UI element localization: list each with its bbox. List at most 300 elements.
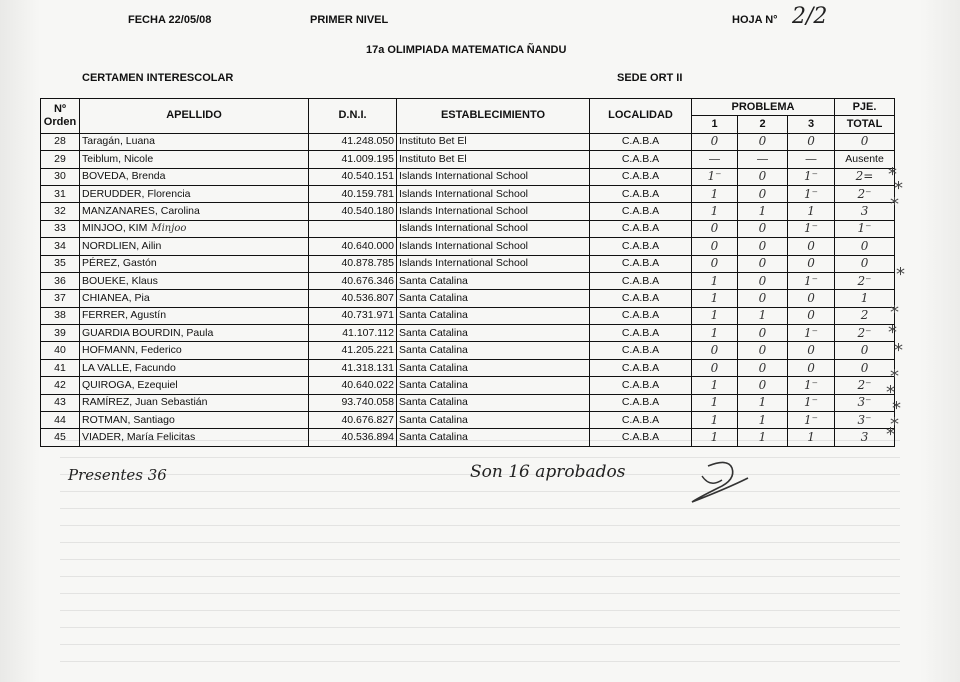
row-problema-1: [692, 185, 738, 202]
col-orden: Nº Orden: [41, 99, 80, 134]
row-localidad-text: C.A.B.A: [621, 205, 660, 218]
row-orden: [41, 429, 80, 446]
row-establecimiento-text: Islands International School: [399, 239, 528, 252]
row-dni: [309, 412, 397, 429]
row-orden-text: 40: [54, 344, 66, 357]
row-problema-1: [692, 342, 738, 359]
row-problema-2: [738, 220, 788, 237]
row-total: [835, 255, 895, 272]
row-localidad: [590, 238, 692, 255]
row-total-text: 0: [860, 238, 869, 253]
row-total-text: 2=: [855, 169, 874, 184]
row-establecimiento-text: Islands International School: [399, 205, 528, 218]
row-apellido-text: BOVEDA, Brenda: [82, 170, 166, 183]
row-dni: [309, 429, 397, 446]
table-row: [41, 203, 895, 220]
row-apellido-text: ROTMAN, Santiago: [82, 413, 175, 426]
row-total-text: 2: [860, 308, 869, 323]
row-problema-2-text: 0: [758, 377, 767, 392]
row-dni-text: 40.640.000: [341, 239, 394, 252]
row-problema-1-text: 0: [710, 238, 719, 253]
approved-count-note: Son 16 aprobados: [470, 462, 626, 482]
row-problema-1: [692, 377, 738, 394]
row-establecimiento-text: Santa Catalina: [399, 291, 468, 304]
row-problema-1: [692, 290, 738, 307]
row-problema-1: [692, 272, 738, 289]
row-establecimiento: [397, 307, 590, 324]
row-problema-3-text: 1⁻: [804, 273, 818, 288]
row-orden: [41, 168, 80, 185]
row-total-text: 1⁻: [857, 221, 872, 236]
row-problema-3: [788, 429, 835, 446]
row-dni-text: 40.640.022: [341, 378, 394, 391]
row-problema-3: [788, 255, 835, 272]
row-localidad-text: C.A.B.A: [621, 152, 660, 165]
row-problema-1-text: 1: [710, 395, 719, 410]
row-apellido-text: QUIROGA, Ezequiel: [82, 378, 178, 391]
star-mark: *: [888, 322, 897, 343]
row-problema-1-text: 1: [710, 377, 719, 392]
row-establecimiento-text: Instituto Bet El: [399, 135, 467, 148]
row-apellido-text: RAMÍREZ, Juan Sebastián: [82, 396, 208, 409]
row-localidad: [590, 168, 692, 185]
date-label: FECHA 22/05/08: [128, 14, 212, 26]
row-total: [835, 342, 895, 359]
row-total: [835, 290, 895, 307]
row-problema-1-text: 1: [710, 430, 719, 445]
row-localidad: [590, 203, 692, 220]
row-establecimiento-text: Islands International School: [399, 187, 528, 200]
row-establecimiento: [397, 238, 590, 255]
row-problema-3-text: 1⁻: [804, 186, 818, 201]
row-problema-2: [738, 255, 788, 272]
row-problema-2: [738, 151, 788, 168]
row-orden: [41, 151, 80, 168]
row-dni: [309, 151, 397, 168]
row-apellido: [80, 238, 309, 255]
table-row: [41, 359, 895, 376]
row-problema-2: [738, 342, 788, 359]
row-orden: [41, 412, 80, 429]
row-total-text: 0: [860, 256, 869, 271]
row-dni-text: 40.536.894: [341, 431, 394, 444]
table-row: [41, 394, 895, 411]
table-row: [41, 255, 895, 272]
row-localidad-text: C.A.B.A: [621, 257, 660, 270]
row-problema-3: [788, 185, 835, 202]
row-orden-text: 42: [54, 378, 66, 391]
row-problema-2-text: 1: [758, 308, 767, 323]
row-problema-1: [692, 220, 738, 237]
row-apellido-text: MINJOO, KIM: [82, 222, 148, 235]
row-orden-text: 34: [54, 239, 66, 252]
table-row: [41, 272, 895, 289]
row-problema-1-text: 1: [710, 186, 719, 201]
contest-label: CERTAMEN INTERESCOLAR: [82, 72, 234, 84]
row-problema-3-text: 1: [807, 430, 815, 445]
row-orden-text: 41: [54, 361, 66, 374]
row-problema-2-text: —: [756, 151, 769, 166]
row-orden-text: 44: [54, 413, 66, 426]
row-dni-text: 41.009.195: [341, 152, 394, 165]
row-problema-3: [788, 307, 835, 324]
row-problema-1: [692, 359, 738, 376]
row-problema-2: [738, 238, 788, 255]
row-establecimiento: [397, 377, 590, 394]
row-problema-1: [692, 325, 738, 342]
row-problema-3: [788, 168, 835, 185]
row-apellido-text: Taragán, Luana: [82, 135, 155, 148]
col-problema-1: 1: [692, 116, 738, 133]
row-problema-3: [788, 220, 835, 237]
row-orden-text: 43: [54, 396, 66, 409]
row-establecimiento-text: Santa Catalina: [399, 396, 468, 409]
row-dni-text: 40.540.180: [341, 205, 394, 218]
table-body: [41, 133, 895, 446]
row-apellido: [80, 290, 309, 307]
row-dni: [309, 307, 397, 324]
table-row: [41, 412, 895, 429]
row-dni: [309, 342, 397, 359]
row-localidad-text: C.A.B.A: [621, 309, 660, 322]
row-establecimiento: [397, 325, 590, 342]
row-establecimiento-text: Islands International School: [399, 257, 528, 270]
table-row: [41, 377, 895, 394]
row-total-text: 3⁻: [857, 412, 872, 427]
row-orden-text: 36: [54, 274, 66, 287]
table-row: [41, 307, 895, 324]
row-problema-2: [738, 359, 788, 376]
row-orden: [41, 220, 80, 237]
row-problema-3-text: 1⁻: [804, 395, 818, 410]
row-localidad: [590, 325, 692, 342]
row-localidad: [590, 359, 692, 376]
row-localidad-text: C.A.B.A: [621, 431, 660, 444]
row-dni-text: 40.536.807: [341, 291, 394, 304]
row-localidad: [590, 255, 692, 272]
row-apellido-text: HOFMANN, Federico: [82, 344, 182, 357]
row-apellido-text: GUARDIA BOURDIN, Paula: [82, 326, 214, 339]
row-orden: [41, 238, 80, 255]
table-row: [41, 429, 895, 446]
row-problema-1: [692, 429, 738, 446]
row-total: [835, 272, 895, 289]
row-problema-2-text: 1: [758, 395, 767, 410]
row-orden-text: 32: [54, 205, 66, 218]
row-establecimiento-text: Santa Catalina: [399, 326, 468, 339]
row-problema-1: [692, 151, 738, 168]
row-dni-text: 41.318.131: [341, 361, 394, 374]
row-dni: [309, 255, 397, 272]
row-problema-2: [738, 272, 788, 289]
row-problema-2-text: 0: [758, 343, 767, 358]
row-problema-1-text: 1⁻: [707, 169, 722, 184]
row-localidad-text: C.A.B.A: [621, 378, 660, 391]
row-problema-3-text: —: [805, 151, 818, 166]
row-apellido: [80, 429, 309, 446]
row-localidad: [590, 220, 692, 237]
col-establecimiento: ESTABLECIMIENTO: [397, 99, 590, 134]
row-problema-2-text: 0: [758, 325, 767, 340]
row-problema-1-text: 0: [710, 256, 719, 271]
row-total: [835, 133, 895, 150]
row-problema-2: [738, 185, 788, 202]
row-apellido: [80, 220, 309, 237]
row-total-text: 3⁻: [857, 395, 872, 410]
row-total: [835, 203, 895, 220]
row-apellido-text: FERRER, Agustín: [82, 309, 167, 322]
row-problema-3: [788, 342, 835, 359]
row-problema-2-text: 1: [758, 204, 767, 219]
row-dni: [309, 272, 397, 289]
row-problema-1: [692, 133, 738, 150]
results-table: [40, 98, 895, 447]
row-localidad-text: C.A.B.A: [621, 361, 660, 374]
document-title: 17a OLIMPIADA MATEMATICA ÑANDU: [366, 44, 567, 56]
row-dni: [309, 394, 397, 411]
row-problema-2-text: 0: [758, 273, 767, 288]
row-problema-1-text: 1: [710, 412, 719, 427]
level-label: PRIMER NIVEL: [310, 14, 389, 26]
row-problema-2-text: 0: [758, 256, 767, 271]
row-apellido: [80, 255, 309, 272]
row-establecimiento: [397, 185, 590, 202]
row-problema-3: [788, 238, 835, 255]
col-apellido: APELLIDO: [80, 99, 309, 134]
row-orden-text: 31: [54, 187, 66, 200]
row-dni: [309, 220, 397, 237]
row-total: [835, 359, 895, 376]
row-problema-3: [788, 272, 835, 289]
row-dni-text: 40.731.971: [341, 309, 394, 322]
col-pje: PJE.: [835, 99, 895, 116]
row-localidad-text: C.A.B.A: [621, 413, 660, 426]
row-total-text: 2⁻: [857, 273, 872, 288]
row-apellido: [80, 307, 309, 324]
row-orden-text: 39: [54, 326, 66, 339]
row-apellido: [80, 133, 309, 150]
row-establecimiento: [397, 342, 590, 359]
row-localidad: [590, 342, 692, 359]
row-localidad-text: C.A.B.A: [621, 291, 660, 304]
row-problema-2-text: 0: [758, 238, 767, 253]
row-dni-text: 41.205.221: [341, 344, 394, 357]
row-orden: [41, 272, 80, 289]
row-problema-3-text: 1⁻: [804, 221, 818, 236]
row-localidad: [590, 429, 692, 446]
row-localidad-text: C.A.B.A: [621, 344, 660, 357]
handwritten-name-note: Minjoo: [151, 223, 187, 235]
row-problema-3: [788, 290, 835, 307]
row-problema-3-text: 0: [807, 343, 815, 358]
star-mark: *: [892, 398, 901, 419]
table-header-row-1: [41, 99, 895, 116]
row-problema-1-text: 1: [710, 204, 719, 219]
row-localidad: [590, 307, 692, 324]
row-orden-text: 37: [54, 291, 66, 304]
signature-mark: [688, 458, 750, 508]
row-establecimiento-text: Santa Catalina: [399, 309, 468, 322]
row-problema-3: [788, 325, 835, 342]
row-problema-1: [692, 203, 738, 220]
table-row: [41, 133, 895, 150]
table-row: [41, 290, 895, 307]
row-establecimiento: [397, 394, 590, 411]
star-mark: *: [894, 178, 903, 199]
row-problema-2: [738, 429, 788, 446]
row-total: [835, 220, 895, 237]
row-establecimiento: [397, 168, 590, 185]
table-row: [41, 238, 895, 255]
row-orden: [41, 325, 80, 342]
table-row: [41, 220, 895, 237]
row-localidad-text: C.A.B.A: [621, 222, 660, 235]
row-establecimiento: [397, 272, 590, 289]
row-localidad: [590, 185, 692, 202]
row-problema-2-text: 1: [758, 412, 767, 427]
row-problema-2: [738, 307, 788, 324]
row-orden-text: 45: [54, 431, 66, 444]
row-apellido: [80, 342, 309, 359]
row-establecimiento-text: Santa Catalina: [399, 274, 468, 287]
row-total-text: 2⁻: [857, 377, 872, 392]
row-dni-text: 41.248.050: [341, 135, 394, 148]
row-dni: [309, 203, 397, 220]
row-problema-1-text: 1: [710, 290, 719, 305]
venue-label: SEDE ORT II: [617, 72, 683, 84]
row-dni: [309, 168, 397, 185]
row-orden: [41, 377, 80, 394]
star-mark: *: [896, 264, 905, 285]
star-mark: *: [886, 382, 895, 403]
row-total-text: 0: [860, 360, 869, 375]
row-problema-1-text: 0: [710, 343, 719, 358]
row-problema-1: [692, 412, 738, 429]
row-apellido-text: VIADER, María Felicitas: [82, 431, 196, 444]
row-problema-3: [788, 151, 835, 168]
row-dni: [309, 185, 397, 202]
sheet-number-handwritten: 2/2: [792, 4, 828, 29]
row-establecimiento: [397, 290, 590, 307]
row-apellido: [80, 377, 309, 394]
row-apellido: [80, 412, 309, 429]
row-establecimiento-text: Santa Catalina: [399, 344, 468, 357]
row-apellido: [80, 272, 309, 289]
row-orden-text: 33: [54, 222, 66, 235]
row-problema-2: [738, 168, 788, 185]
row-apellido-text: NORDLIEN, Ailin: [82, 239, 162, 252]
row-total: [835, 151, 895, 168]
row-orden-text: 38: [54, 309, 66, 322]
row-problema-3: [788, 412, 835, 429]
row-orden: [41, 255, 80, 272]
row-problema-1-text: —: [708, 151, 721, 166]
row-problema-1: [692, 307, 738, 324]
row-orden: [41, 359, 80, 376]
row-apellido: [80, 359, 309, 376]
present-count-note: Presentes 36: [68, 466, 167, 484]
row-problema-3: [788, 133, 835, 150]
row-orden-text: 35: [54, 257, 66, 270]
row-establecimiento-text: Santa Catalina: [399, 378, 468, 391]
row-apellido: [80, 203, 309, 220]
row-problema-2: [738, 412, 788, 429]
row-dni-text: 41.107.112: [342, 326, 394, 339]
row-dni-text: 40.676.827: [341, 413, 394, 426]
row-orden-text: 28: [54, 135, 66, 148]
row-apellido-text: DERUDDER, Florencia: [82, 187, 191, 200]
row-orden: [41, 185, 80, 202]
row-establecimiento: [397, 359, 590, 376]
row-apellido-text: Teiblum, Nicole: [82, 152, 154, 165]
row-establecimiento: [397, 133, 590, 150]
row-establecimiento: [397, 412, 590, 429]
row-total-text: 2⁻: [857, 186, 872, 201]
row-problema-1-text: 0: [710, 134, 719, 149]
table-row: [41, 151, 895, 168]
row-establecimiento-text: Instituto Bet El: [399, 152, 467, 165]
row-dni: [309, 238, 397, 255]
row-problema-3-text: 0: [807, 134, 815, 149]
col-localidad: LOCALIDAD: [590, 99, 692, 134]
row-establecimiento: [397, 429, 590, 446]
row-problema-2-text: 0: [758, 169, 767, 184]
row-total-text: Ausente: [845, 152, 884, 165]
row-localidad-text: C.A.B.A: [621, 170, 660, 183]
row-problema-2-text: 1: [758, 430, 767, 445]
row-total: [835, 307, 895, 324]
row-localidad-text: C.A.B.A: [621, 187, 660, 200]
row-apellido: [80, 325, 309, 342]
row-dni: [309, 359, 397, 376]
table-row: [41, 168, 895, 185]
row-problema-3-text: 1⁻: [804, 412, 818, 427]
row-dni: [309, 377, 397, 394]
row-localidad: [590, 151, 692, 168]
row-dni: [309, 325, 397, 342]
row-problema-2-text: 0: [758, 360, 767, 375]
row-total: [835, 238, 895, 255]
row-total: [835, 185, 895, 202]
row-orden-text: 30: [54, 170, 66, 183]
row-total-text: 0: [860, 134, 869, 149]
star-mark: *: [890, 366, 899, 387]
row-problema-1-text: 1: [710, 325, 719, 340]
row-establecimiento-text: Islands International School: [399, 222, 528, 235]
row-establecimiento-text: Santa Catalina: [399, 431, 468, 444]
row-problema-1-text: 0: [710, 360, 719, 375]
row-problema-3: [788, 359, 835, 376]
row-problema-2-text: 0: [758, 186, 767, 201]
row-establecimiento: [397, 151, 590, 168]
row-problema-1: [692, 255, 738, 272]
row-dni: [309, 290, 397, 307]
row-establecimiento: [397, 203, 590, 220]
row-problema-2-text: 0: [758, 221, 767, 236]
table-row: [41, 342, 895, 359]
row-apellido-text: LA VALLE, Facundo: [82, 361, 176, 374]
row-problema-3: [788, 377, 835, 394]
star-mark: *: [888, 164, 897, 185]
row-dni: [309, 133, 397, 150]
row-localidad: [590, 377, 692, 394]
row-problema-3: [788, 203, 835, 220]
row-localidad-text: C.A.B.A: [621, 135, 660, 148]
row-apellido-text: BOUEKE, Klaus: [82, 274, 158, 287]
star-mark: *: [890, 194, 899, 215]
col-problema: PROBLEMA: [692, 99, 835, 116]
star-mark: *: [886, 424, 895, 445]
